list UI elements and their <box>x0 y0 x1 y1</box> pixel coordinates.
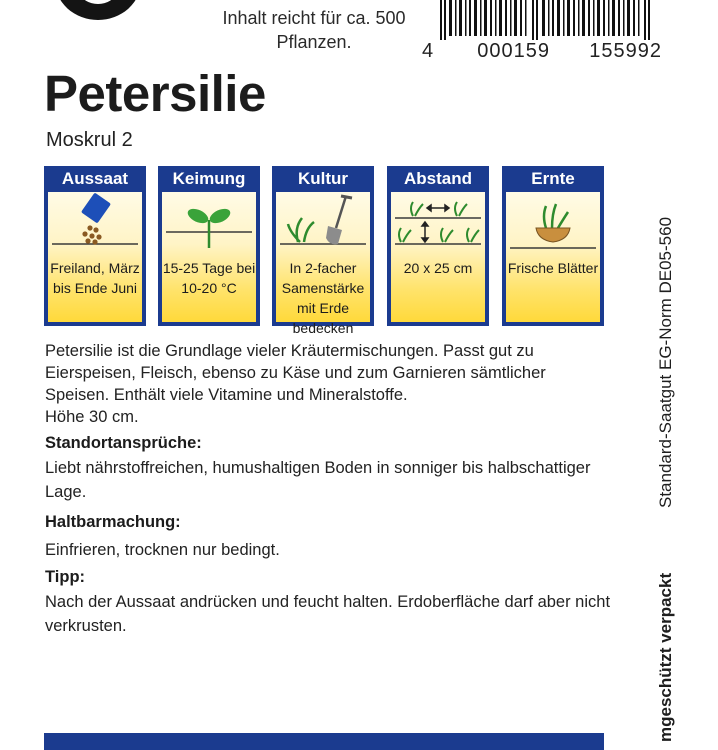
description <box>45 340 611 428</box>
content-note: Inhalt reicht für ca. 500 Pflanzen. <box>222 8 406 52</box>
section-text-haltbarmachung: Einfrieren, trocknen nur bedingt. <box>45 541 280 559</box>
card-label: Keimung <box>172 169 246 188</box>
section-heading-tipp: Tipp: <box>45 568 86 586</box>
barcode <box>422 0 662 64</box>
product-variety: Moskrul 2 <box>46 129 133 151</box>
spacing-icon <box>391 192 485 250</box>
product-title: Petersilie <box>44 65 266 122</box>
norm-label: Standard-Saatgut EG-Norm DE05-560 <box>656 216 675 508</box>
card-label: Ernte <box>531 169 575 188</box>
harvest-bowl-icon <box>506 192 600 250</box>
card-text: 20 x 25 cm <box>403 260 473 276</box>
description-text: Petersilie ist die Grundlage vieler Kräutermischungen. Passt gut zu Eierspeisen, Fleisch, ebenso zu Käse und zum Garnieren sämtlicher Speisen. Enthält viele Vitamine und Mineralstoffe. <box>45 342 546 404</box>
brand-logo <box>55 0 141 20</box>
section-text-tipp: Nach der Aussaat andrücken und feucht halten. Erdoberfläche darf aber nicht verkrusten. <box>45 593 611 635</box>
card-label: Aussaat <box>61 169 129 188</box>
card-text: In 2-facher Samenstärke mit Erde bedecken <box>281 260 365 336</box>
section-heading-haltbarmachung: Haltbarmachung: <box>45 513 181 531</box>
section-heading-standort: Standortansprüche: <box>45 434 202 452</box>
seed-packet-icon <box>48 192 142 250</box>
barcode-bars <box>422 0 662 40</box>
card-label: Kultur <box>297 169 349 188</box>
card-label: Abstand <box>404 169 472 188</box>
height-note: Höhe 30 cm. <box>45 408 139 426</box>
card-text: Freiland, März bis Ende Juni <box>50 260 140 296</box>
card-kultur <box>272 166 374 336</box>
card-ernte <box>502 166 604 326</box>
card-text: Frische Blätter <box>507 260 599 276</box>
spade-icon <box>276 192 370 250</box>
barcode-digits-left: 000159 <box>477 40 550 62</box>
card-aussaat <box>44 166 146 326</box>
card-abstand <box>387 166 489 326</box>
cultivation-cards <box>44 166 604 336</box>
card-text: 15-25 Tage bei 10-20 °C <box>162 260 256 296</box>
sprout-icon <box>162 192 256 250</box>
barcode-digits-right: 155992 <box>589 40 662 62</box>
packaging-label: mgeschützt verpackt <box>656 572 675 742</box>
barcode-number <box>422 40 662 63</box>
bottom-band <box>44 733 604 750</box>
card-keimung <box>158 166 260 326</box>
section-text-standort: Liebt nährstoffreichen, humushaltigen Boden in sonniger bis halbschattiger Lage. <box>45 459 591 501</box>
barcode-digit-first: 4 <box>422 40 435 62</box>
